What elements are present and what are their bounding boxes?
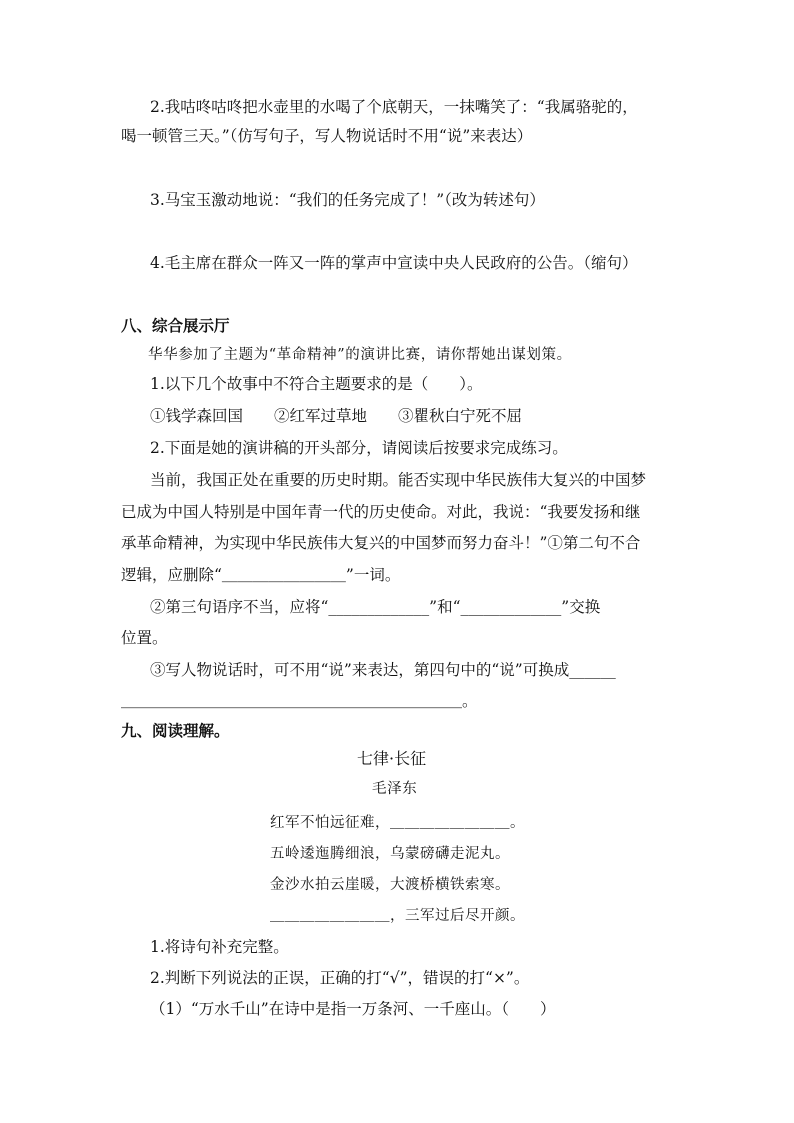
q7-item2-line2: 喝一顿管三天。”（仿写句子，写人物说话时不用“说”来表达）	[121, 127, 533, 145]
q7-item4: 4.毛主席在群众一阵又一阵的掌声中宣读中央人民政府的公告。（缩句）	[150, 254, 638, 272]
q9-item1: 1.将诗句补充完整。	[150, 938, 289, 956]
poem-title: 七律·长征	[357, 749, 427, 768]
section-9-heading: 九、阅读理解。	[121, 722, 230, 740]
q7-item2-line1: 2.我咕咚咕咚把水壶里的水喝了个底朝天，一抹嘴笑了：“我属骆驼的，	[150, 98, 638, 116]
q9-item2: 2.判断下列说法的正误，正确的打“√”，错误的打“×”。	[150, 969, 530, 987]
q8-sub2-line1: ②第三句语序不当，应将“_____________”和“_____________”交换	[150, 598, 601, 616]
q8-passage-line4: 逻辑，应删除“＿＿＿＿＿＿＿＿”一词。	[121, 566, 401, 584]
poem-line: 五岭逶迤腾细浪，乌蒙磅礴走泥丸。	[270, 846, 510, 862]
poem-line: 红军不怕远征难，＿＿＿＿＿＿＿＿。	[270, 815, 525, 831]
q8-item2: 2.下面是她的演讲稿的开头部分，请阅读后按要求完成练习。	[150, 439, 568, 457]
poem-line: ＿＿＿＿＿＿＿＿，三军过后尽开颜。	[270, 908, 525, 924]
q7-item3: 3.马宝玉激动地说：“我们的任务完成了！”（改为转述句）	[150, 191, 545, 209]
section-8-heading: 八、综合展示厅	[121, 317, 230, 335]
q8-sub3-line1: ③写人物说话时，可不用“说”来表达，第四句中的“说”可换成______	[150, 661, 616, 679]
q8-sub2-line2: 位置。	[121, 629, 168, 647]
q8-passage-line2: 已成为中国人特别是中国年青一代的历史使命。对此，我说：“我要发扬和继	[121, 503, 641, 521]
q8-sub3-line2: ＿＿＿＿＿＿＿＿＿＿＿＿＿＿＿＿＿＿＿＿＿＿。	[121, 692, 478, 710]
q9-item2-1: （1）“万水千山”在诗中是指一万条河、一千座山。（ ）	[150, 1000, 556, 1018]
section-8-intro: 华华参加了主题为“革命精神”的演讲比赛，请你帮她出谋划策。	[148, 347, 572, 363]
poem-author: 毛泽东	[372, 781, 418, 797]
poem-line: 金沙水拍云崖暖，大渡桥横铁索寒。	[270, 877, 510, 893]
q8-passage-line1: 当前，我国正处在重要的历史时期。能否实现中华民族伟大复兴的中国梦	[150, 471, 647, 489]
q8-options: ①钱学森回国 ②红军过草地 ③瞿秋白宁死不屈	[150, 407, 523, 425]
q8-passage-line3: 承革命精神，为实现中华民族伟大复兴的中国梦而努力奋斗！”①第二句不合	[121, 534, 641, 552]
q8-item1: 1.以下几个故事中不符合主题要求的是（ ）。	[150, 375, 483, 393]
